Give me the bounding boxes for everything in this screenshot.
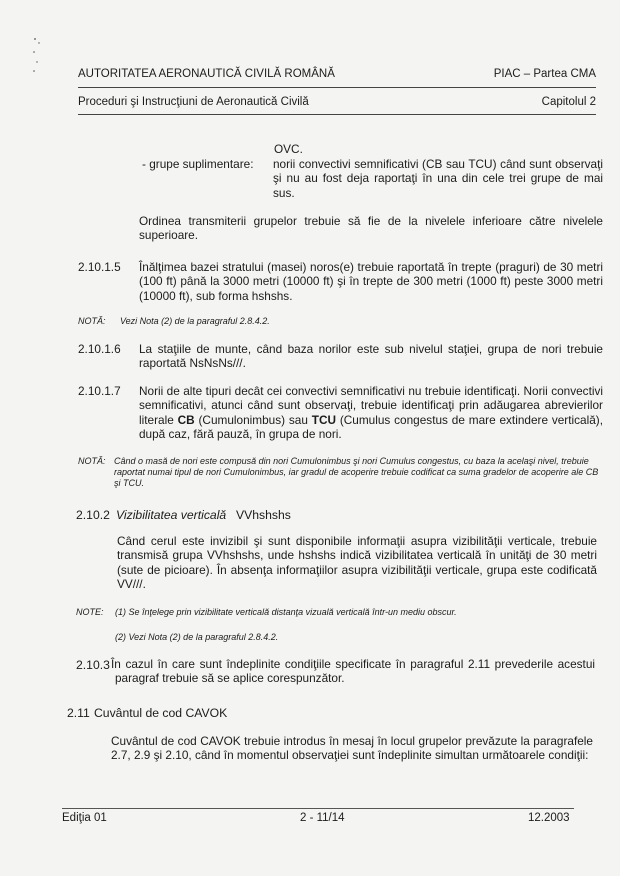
section-2-10-3-text: În cazul în care sunt îndeplinite condiţiile specificate în paragraful 2.11 prevederile acestui paragraf trebuie să se aplice corespunzător.	[111, 657, 595, 686]
header-divider-2	[78, 114, 596, 115]
section-2-11-text: Cuvântul de cod CAVOK trebuie introdus în mesaj în locul grupelor prevăzute la paragrafele 2.7, 2.9 şi 2.10, când în momentul observaţiei sunt îndeplinite simultan următoarele condiţii:	[111, 734, 593, 763]
header-divider-1	[78, 87, 596, 88]
section-number-2-10-1-7: 2.10.1.7	[78, 384, 121, 398]
cloud-height-form: hshshs	[251, 288, 290, 303]
note-2-10-1-5: Vezi Nota (2) de la paragraful 2.8.4.2.	[120, 316, 270, 326]
note-2-10-2-item-2: (2) Vezi Nota (2) de la paragraful 2.8.4.2.	[115, 632, 279, 642]
note-2-10-1-7: Când o masă de nori este compusă din nori Cumulonimbus şi nori Cumulus congestus, cu baza la acelaşi nivel, trebuie raportat numai tipul de nori Cumulonimbus, iar gradul de acoperire trebuie codificat ca suma gradelor de acoperire ale CB şi TCU.	[114, 456, 599, 488]
header-chapter: Capitolul 2	[541, 96, 596, 108]
note-label-2-10-1-7: NOTĂ:	[78, 456, 106, 466]
footer-edition: Ediţia 01	[62, 812, 107, 824]
cb-abbrev: CB	[177, 412, 195, 427]
header-row-2	[78, 96, 596, 108]
section-2-10-1-7-part-a: Norii de alte tipuri decât cei convectivi semnificativi nu trebuie identificaţi. Norii convectivi semnificativi, atunci când sunt observaţi, trebuie identificaţi prin adăugarea abrevierilor literale	[139, 384, 603, 427]
vertical-visibility-code: VVhshshs	[236, 508, 291, 522]
section-2-10-1-7-text	[139, 384, 603, 442]
section-title-2-10-2: Vizibilitatea verticală	[116, 508, 227, 522]
header-row-1	[78, 68, 596, 80]
section-number-2-10-3: 2.10.3	[76, 658, 110, 672]
note-label-2-10-2: NOTE:	[76, 607, 104, 617]
footer-date: 12.2003	[528, 812, 570, 824]
header-org: AUTORITATEA AERONAUTICĂ CIVILĂ ROMÂNĂ	[78, 68, 335, 80]
section-2-10-1-7-part-b: (Cumulonimbus) sau	[198, 412, 308, 427]
footer-page-number: 2 - 11/14	[300, 812, 345, 824]
section-2-10-1-5-body: Înălţimea bazei stratului (masei) noros(e) trebuie raportată în trepte (praguri) de 30 metri (100 ft) până la 3000 metri (10000 ft) şi în trepte de 300 metri (1000 ft) peste 3000 metri (10000 ft), sub forma	[139, 260, 603, 303]
order-text: Ordinea transmiterii grupelor trebuie să fie de la nivelele inferioare către nivelele superioare.	[139, 214, 603, 243]
section-number-2-11: 2.11	[67, 706, 90, 720]
section-2-10-1-7-part-c: (Cumulus congestus de mare extindere verticală), după caz, fără pauză, în grupa de nori.	[139, 412, 603, 442]
scan-specks	[30, 35, 44, 75]
footer-divider	[62, 808, 574, 809]
section-2-10-1-6-text: La staţiile de munte, când baza norilor este sub nivelul staţiei, grupa de nori trebuie raportată NsNsNs///.	[139, 342, 603, 371]
header-subtitle: Proceduri şi Instrucţiuni de Aeronautică Civilă	[78, 96, 309, 108]
extra-groups-text: norii convectivi semnificativi (CB sau TCU) când sunt observaţi şi nu au fost deja raportaţi în una din cele trei grupe de mai sus.	[273, 157, 603, 200]
header-doc: PIAC – Partea CMA	[493, 68, 596, 80]
note-2-10-2-item-1: (1) Se înţelege prin vizibilitate verticală distanţa vizuală verticală într-un mediu obscur.	[115, 607, 457, 617]
note-label-2-10-1-5: NOTĂ:	[78, 316, 106, 326]
ovc-text: OVC.	[274, 142, 303, 156]
section-2-10-2-text: Când cerul este invizibil şi sunt disponibile informaţii asupra vizibilităţii verticale, trebuie transmisă grupa VVhshshs, unde hshshs indică vizibilitatea verticală în unităţi de 30 metri (sute de picioare). În absenţa informaţiilor asupra vizibilităţii verticale, grupa este codificată VV///.	[117, 534, 597, 592]
section-number-2-10-1-6: 2.10.1.6	[78, 342, 121, 356]
tcu-abbrev: TCU	[311, 412, 336, 427]
section-number-2-10-2: 2.10.2	[76, 508, 110, 522]
section-number-2-10-1-5: 2.10.1.5	[78, 260, 121, 274]
extra-groups-label: - grupe suplimentare:	[142, 157, 254, 171]
section-2-10-1-5-text: Înălţimea bazei stratului (masei) noros(e) trebuie raportată în trepte (praguri) de 30 metri (100 ft) până la 3000 metri (10000 ft) şi în trepte de 300 metri (1000 ft) peste 3000 metri (10000 ft), sub forma hshshs.	[139, 260, 603, 303]
section-title-2-11: Cuvântul de cod CAVOK	[94, 706, 228, 720]
